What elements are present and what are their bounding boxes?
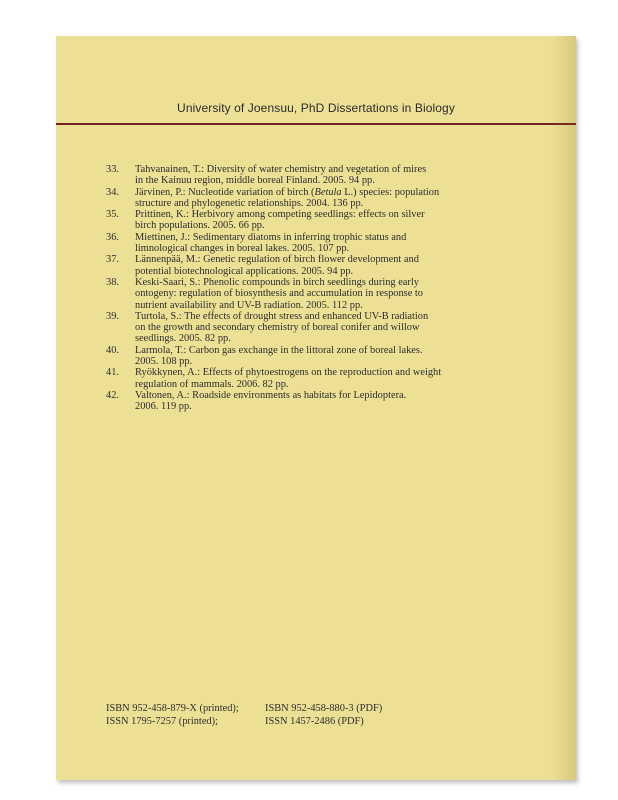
item-number: 35. <box>106 209 119 221</box>
item-number: 34. <box>106 186 119 198</box>
list-item <box>106 209 486 232</box>
issn-row <box>106 715 382 728</box>
item-number: 33. <box>106 164 119 175</box>
item-text: Turtola, S.: The effects of drought stress and enhanced UV-B radiation on the growth and secondary chemistry of boreal conifer and willow seedlings. 2005. 82 pp. <box>135 310 429 345</box>
item-text: Tahvanainen, T.: Diversity of water chemistry and vegetation of mires in the Kainuu region, middle boreal Finland. 2005. 94 pp. <box>135 164 427 187</box>
item-text: Valtonen, A.: Roadside environments as habitats for Lepidoptera. 2006. 119 pp. <box>135 389 407 413</box>
list-item <box>106 367 486 390</box>
item-number: 40. <box>106 344 119 356</box>
item-number: 36. <box>106 231 119 243</box>
item-number: 38. <box>106 276 119 288</box>
list-item <box>106 254 486 277</box>
issn-pdf: ISSN 1457-2486 (PDF) <box>265 716 364 727</box>
series-title: University of Joensuu, PhD Dissertations in Biology <box>177 101 455 115</box>
isbn-printed: ISBN 952-458-879-X (printed); <box>106 703 239 714</box>
list-item <box>106 164 486 187</box>
item-text: Miettinen, J.: Sedimentary diatoms in inferring trophic status and limnological changes in boreal lakes. 2005. 107 pp. <box>135 231 407 255</box>
item-number: 42. <box>106 389 119 401</box>
item-text: Larmola, T.: Carbon gas exchange in the littoral zone of boreal lakes. 2005. 108 pp. <box>135 344 423 368</box>
list-item <box>106 187 486 210</box>
issn-printed: ISSN 1795-7257 (printed); <box>106 716 218 727</box>
item-number: 41. <box>106 367 119 379</box>
list-item <box>106 277 486 311</box>
isbn-row <box>106 702 382 715</box>
list-item <box>106 390 486 413</box>
header-rule <box>56 123 576 125</box>
item-text: Prittinen, K.: Herbivory among competing seedlings: effects on silver birch populations. 2005. 66 pp. <box>135 209 425 232</box>
isbn-pdf: ISBN 952-458-880-3 (PDF) <box>265 703 383 714</box>
item-text: Lännenpää, M.: Genetic regulation of birch flower development and potential biotechnological applications. 2005. 94 pp. <box>135 254 419 277</box>
item-text: Järvinen, P.: Nucleotide variation of birch (Betula L.) species: population structure and phylogenetic relationships. 2004. 136 pp. <box>135 186 440 209</box>
list-item <box>106 232 486 255</box>
item-text: Keski-Saari, S.: Phenolic compounds in birch seedlings during early ontogeny: regulation of biosynthesis and accumulation in response to nutrient availability and UV-B radiation. 2005. 112 pp. <box>135 276 423 311</box>
item-number: 37. <box>106 254 119 266</box>
dissertation-list <box>106 164 486 413</box>
item-text: Ryökkynen, A.: Effects of phytoestrogens on the reproduction and weight regulation of mammals. 2006. 82 pp. <box>135 367 442 390</box>
list-item <box>106 345 486 368</box>
item-number: 39. <box>106 310 119 322</box>
book-back-cover <box>56 36 576 780</box>
list-item <box>106 311 486 345</box>
isbn-block <box>106 702 382 728</box>
